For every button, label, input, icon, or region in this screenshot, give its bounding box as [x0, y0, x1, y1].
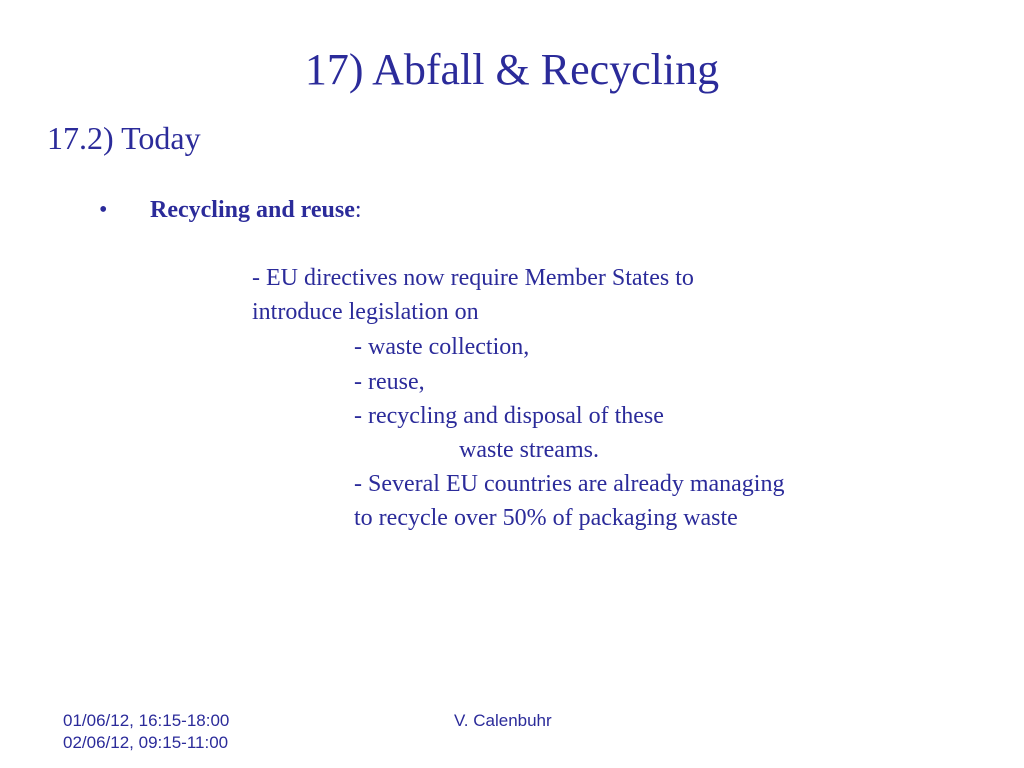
- body-line: waste streams.: [459, 437, 599, 463]
- footer-date-1: 01/06/12, 16:15-18:00: [63, 711, 230, 730]
- footer-author: V. Calenbuhr: [454, 711, 552, 730]
- bullet-marker: •: [99, 197, 108, 223]
- body-line: - reuse,: [354, 369, 425, 395]
- bullet-heading-colon: :: [354, 197, 362, 223]
- body-line: - waste collection,: [354, 334, 530, 360]
- footer-date-2: 02/06/12, 09:15-11:00: [63, 733, 229, 752]
- bullet-heading-text: Recycling and reuse: [150, 197, 355, 223]
- slide-title: 17) Abfall & Recycling: [304, 45, 720, 94]
- section-subtitle: 17.2) Today: [47, 120, 201, 156]
- body-line: - EU directives now require Member States to: [252, 265, 694, 291]
- bullet-heading: [150, 194, 362, 226]
- body-line: introduce legislation on: [252, 299, 479, 325]
- body-line: - Several EU countries are already managing: [354, 471, 785, 497]
- body-line: to recycle over 50% of packaging waste: [354, 505, 738, 531]
- body-line: - recycling and disposal of these: [354, 403, 664, 429]
